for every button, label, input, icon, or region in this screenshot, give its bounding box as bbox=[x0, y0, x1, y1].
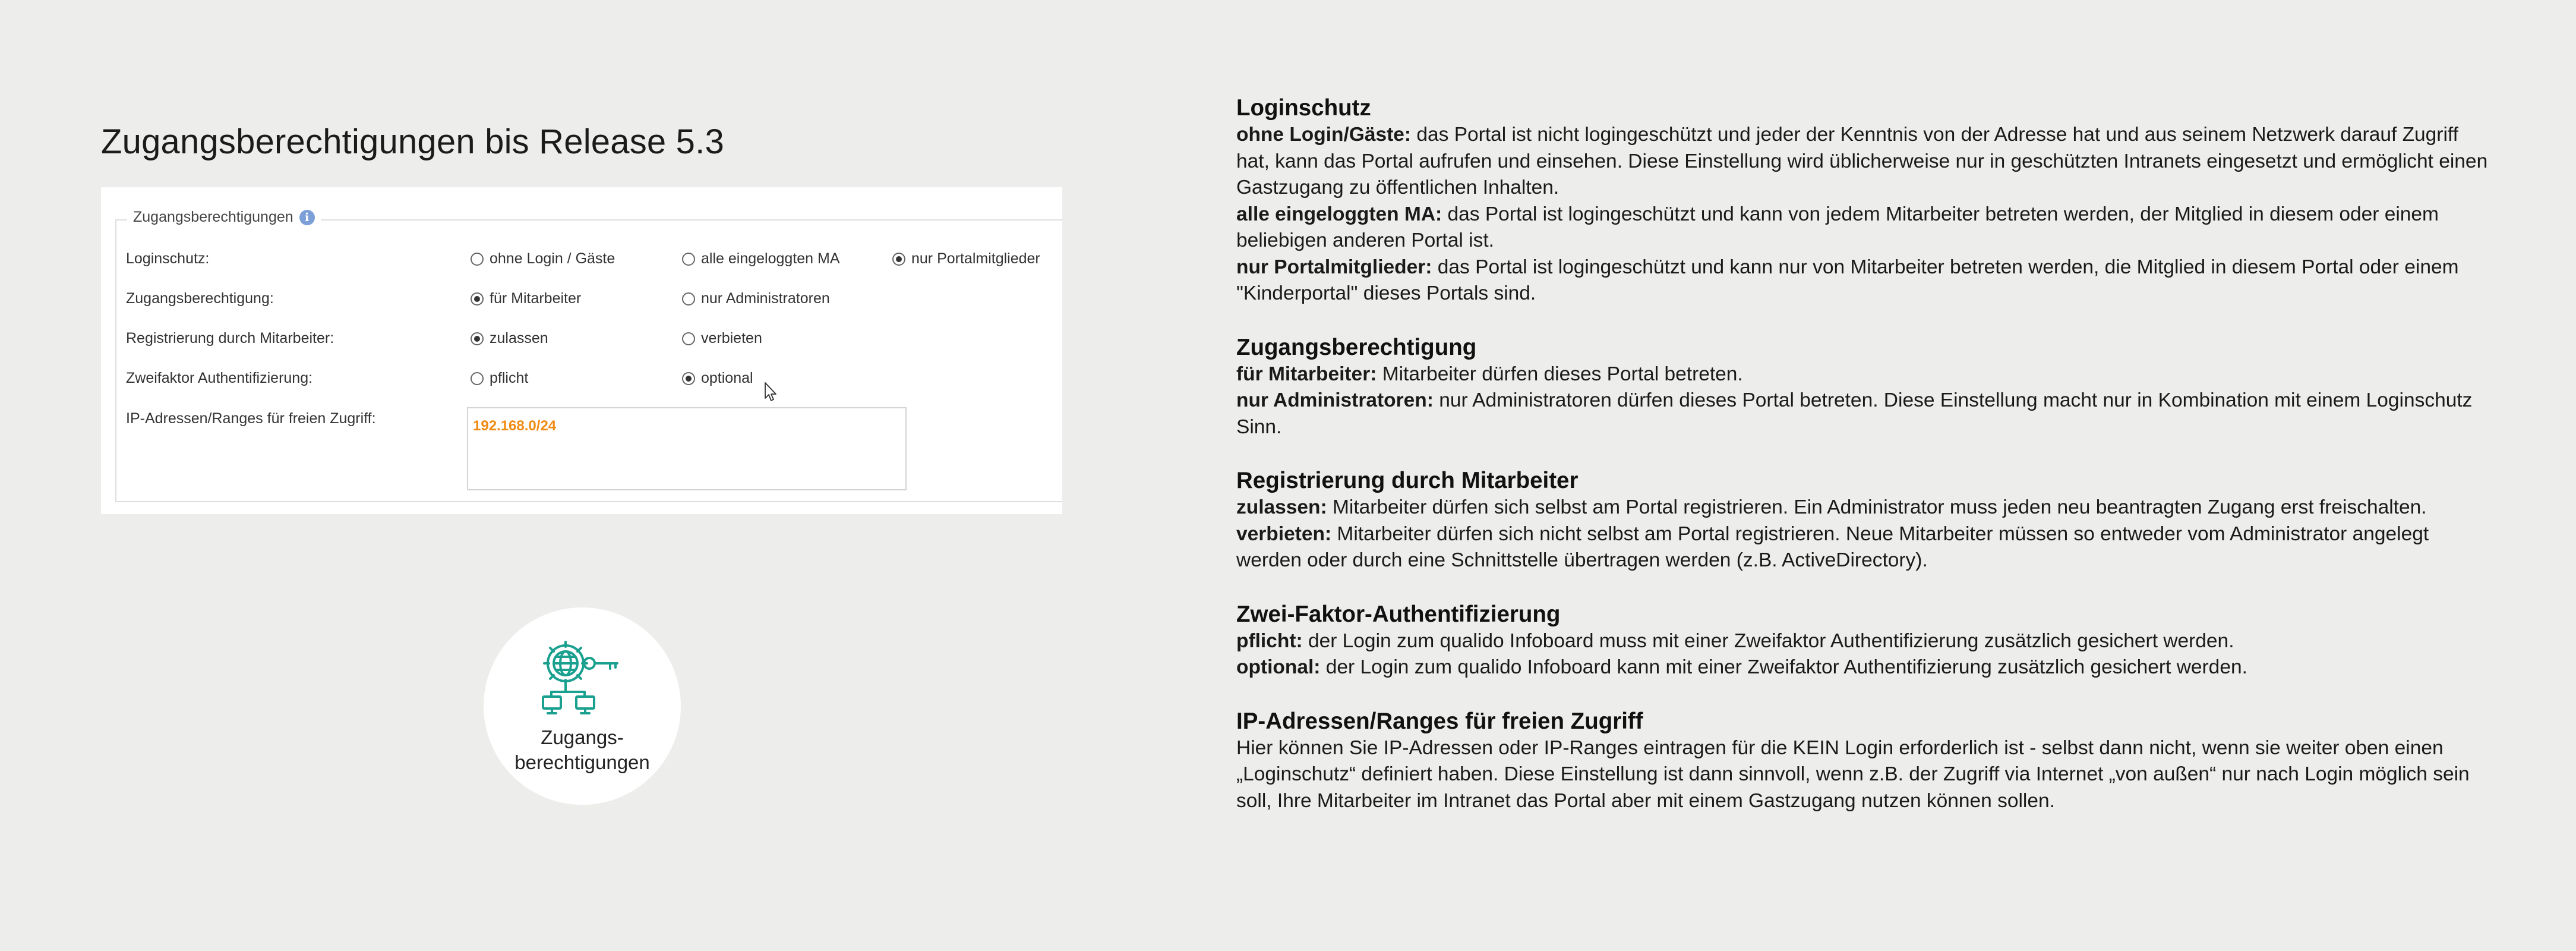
page-title: Zugangsberechtigungen bis Release 5.3 bbox=[101, 122, 724, 161]
section-item bbox=[1236, 361, 2496, 388]
globe-key-network-icon bbox=[538, 638, 627, 716]
radio-label: ohne Login / Gäste bbox=[490, 250, 615, 267]
section-item bbox=[1236, 495, 2496, 521]
radio-nur-portalmitglieder[interactable] bbox=[892, 250, 1040, 267]
ip-ranges-textarea[interactable] bbox=[467, 407, 907, 490]
zweifaktor-label: Zweifaktor Authentifizierung: bbox=[126, 370, 313, 386]
item-text: der Login zum qualido Infoboard kann mit einer Zweifaktor Authentifizierung zusätzlich gesichert werden. bbox=[1320, 656, 2247, 678]
legend-label: Zugangsberechtigungen bbox=[133, 209, 293, 225]
radio-label: für Mitarbeiter bbox=[490, 290, 582, 307]
section-heading: Zugangsberechtigung bbox=[1236, 334, 1477, 360]
section-item bbox=[1236, 254, 2496, 307]
description-column bbox=[1236, 94, 2496, 840]
section-registrierung bbox=[1236, 467, 2496, 574]
radio-zulassen[interactable] bbox=[471, 330, 548, 347]
feature-icon-label-line1: Zugangs- bbox=[541, 726, 624, 748]
item-term: pflicht: bbox=[1236, 629, 1303, 652]
radio-circle-checked[interactable] bbox=[471, 332, 484, 345]
info-icon[interactable]: i bbox=[299, 210, 315, 225]
item-term: verbieten: bbox=[1236, 522, 1332, 545]
section-zwei-faktor bbox=[1236, 600, 2496, 681]
section-heading: Registrierung durch Mitarbeiter bbox=[1236, 468, 1579, 493]
radio-pflicht[interactable] bbox=[471, 370, 528, 387]
radio-ohne-login[interactable] bbox=[471, 250, 615, 267]
ip-ranges-label: IP-Adressen/Ranges für freien Zugriff: bbox=[126, 410, 376, 427]
zugangsberechtigung-label: Zugangsberechtigung: bbox=[126, 290, 274, 307]
item-text: das Portal ist logingeschützt und kann von jedem Mitarbeiter betreten werden, der Mitglied in diesem oder einem beliebigen anderen Portal ist. bbox=[1236, 203, 2439, 251]
section-item bbox=[1236, 201, 2496, 254]
item-term: alle eingeloggten MA: bbox=[1236, 203, 1442, 225]
registrierung-label: Registrierung durch Mitarbeiter: bbox=[126, 330, 334, 347]
feature-icon-badge bbox=[484, 607, 681, 805]
radio-label: pflicht bbox=[490, 370, 529, 386]
section-item bbox=[1236, 735, 2496, 815]
item-term: für Mitarbeiter: bbox=[1236, 363, 1377, 385]
section-heading: Zwei-Faktor-Authentifizierung bbox=[1236, 601, 1561, 627]
radio-label: alle eingeloggten MA bbox=[701, 250, 840, 267]
item-term: nur Portalmitglieder: bbox=[1236, 256, 1432, 278]
feature-icon-label-line2: berechtigungen bbox=[514, 751, 650, 773]
item-text: das Portal ist logingeschützt und kann nur von Mitarbeiter betreten werden, die Mitglied in diesem Portal oder einem "Kinderportal" dieses Portals sind. bbox=[1236, 256, 2459, 304]
item-text: nur Administratoren dürfen dieses Portal betreten. Diese Einstellung macht nur in Kombination mit einem Loginschutz Sinn. bbox=[1236, 389, 2473, 438]
item-text: Mitarbeiter dürfen sich nicht selbst am Portal registrieren. Neue Mitarbeiter müssen so entweder vom Administrator angelegt werden oder durch eine Schnittstelle übertragen werden (z.B. ActiveDirectory). bbox=[1236, 522, 2429, 571]
item-term: ohne Login/Gäste: bbox=[1236, 124, 1412, 146]
radio-nur-administratoren[interactable] bbox=[682, 290, 830, 307]
radio-circle[interactable] bbox=[682, 332, 695, 345]
item-text: Mitarbeiter dürfen sich selbst am Portal registrieren. Ein Administrator muss jeden neu beantragten Zugang erst freischalten. bbox=[1327, 496, 2427, 518]
section-item bbox=[1236, 628, 2496, 655]
loginschutz-label: Loginschutz: bbox=[126, 250, 210, 267]
item-term: optional: bbox=[1236, 656, 1321, 678]
item-text: der Login zum qualido Infoboard muss mit einer Zweifaktor Authentifizierung zusätzlich gesichert werden. bbox=[1302, 629, 2234, 652]
radio-circle[interactable] bbox=[682, 253, 695, 266]
section-zugangsberechtigung bbox=[1236, 333, 2496, 441]
radio-fuer-mitarbeiter[interactable] bbox=[471, 290, 581, 307]
mouse-cursor-icon bbox=[764, 382, 779, 403]
section-ip-ranges bbox=[1236, 707, 2496, 815]
section-item bbox=[1236, 521, 2496, 574]
item-text: das Portal ist nicht logingeschützt und jeder der Kenntnis von der Adresse hat und aus seinem Netzwerk darauf Zugriff hat, kann das Portal aufrufen und einsehen. Diese Einstellung wird üblicherweise nur in geschützten Intranets eingesetzt und ermöglicht einen Gastzugang zu öffentlichen Inhalten. bbox=[1236, 124, 2488, 199]
radio-alle-eingeloggten[interactable] bbox=[682, 250, 840, 267]
settings-screenshot-panel bbox=[101, 187, 1062, 514]
item-text: Hier können Sie IP-Adressen oder IP-Ranges eintragen für die KEIN Login erforderlich ist - selbst dann nicht, wenn sie weiter oben einen „Loginschutz“ definiert haben. Diese Einstellung ist dann sinnvoll, wenn z.B. der Zugriff via Internet „von außen“ nur nach Login möglich sein soll, Ihre Mitarbeiter im Intranet das Portal aber mit einem Gastzugang nutzen können sollen. bbox=[1236, 736, 2470, 812]
radio-circle-checked[interactable] bbox=[892, 253, 905, 266]
radio-label: nur Administratoren bbox=[701, 290, 830, 307]
section-heading: Loginschutz bbox=[1236, 95, 1371, 121]
radio-circle[interactable] bbox=[471, 372, 484, 385]
section-item bbox=[1236, 388, 2496, 440]
radio-circle[interactable] bbox=[682, 292, 695, 306]
radio-label: optional bbox=[701, 370, 753, 386]
item-text: Mitarbeiter dürfen dieses Portal betreten. bbox=[1377, 363, 1743, 385]
radio-label: verbieten bbox=[701, 330, 762, 347]
section-loginschutz bbox=[1236, 94, 2496, 307]
radio-circle-checked[interactable] bbox=[471, 292, 484, 306]
radio-optional[interactable] bbox=[682, 370, 753, 387]
fieldset-legend bbox=[127, 209, 321, 226]
radio-circle-checked[interactable] bbox=[682, 372, 695, 385]
ip-value: 192.168.0/24 bbox=[473, 418, 557, 434]
radio-circle[interactable] bbox=[471, 253, 484, 266]
section-heading: IP-Adressen/Ranges für freien Zugriff bbox=[1236, 708, 1643, 734]
radio-label: nur Portalmitglieder bbox=[911, 250, 1040, 267]
section-item bbox=[1236, 654, 2496, 681]
item-term: zulassen: bbox=[1236, 496, 1327, 518]
item-term: nur Administratoren: bbox=[1236, 389, 1434, 411]
section-item bbox=[1236, 122, 2496, 201]
radio-label: zulassen bbox=[490, 330, 548, 347]
radio-verbieten[interactable] bbox=[682, 330, 762, 347]
